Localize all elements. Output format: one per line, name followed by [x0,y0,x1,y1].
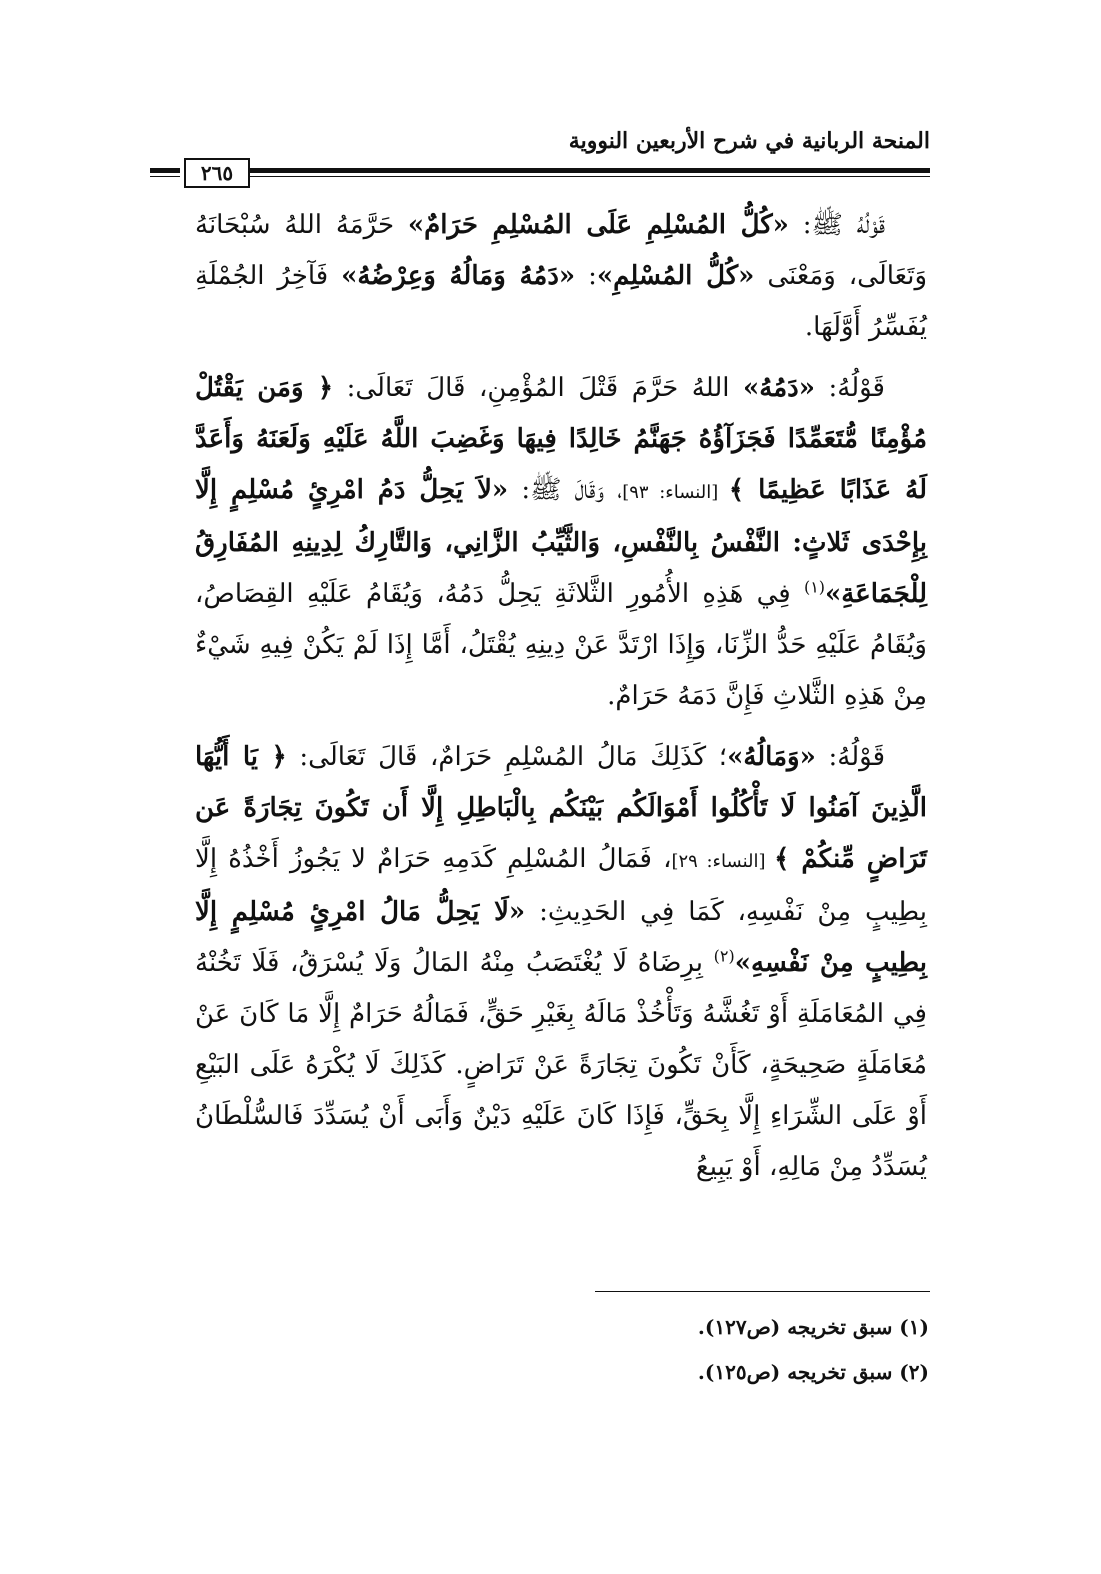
text-segment: ﴿ وَمَن يَقْتُلْ مُؤْمِنًا مُّتَعَمِّدًا فَجَزَآؤُهُ جَهَنَّمُ خَالِدًا فِيهَا وَغَضِبَ اللَّهُ عَلَيْهِ وَلَعَنَهُ وَأَعَدَّ لَهُ عَذَابًا عَظِيمًا ﴾ [195,373,928,505]
paragraph [195,732,927,1193]
text-segment: حَرَّمَهُ اللهُ سُبْحَانَهُ وَتَعَالَى، وَمَعْنَى [195,210,928,291]
page-header [150,128,930,184]
text-segment: قَوْلُهُ ﷺ: [788,210,885,240]
text-segment: «كُلُّ المُسْلِمِ» [596,261,755,291]
text-segment: «وَمَالُهُ» [727,742,816,772]
text-segment: [النساء: ٩٣] [622,482,729,503]
text-segment: ﴿ يَا أَيُّهَا الَّذِينَ آمَنُوا لَا تَأْكُلُوا أَمْوَالَكُم بَيْنَكُم بِالْبَاطِلِ إِلَّا أَن تَكُونَ تِجَارَةً عَن تَرَاضٍ مِّنكُمْ ﴾ [195,742,928,874]
text-segment: فِي هَذِهِ الأُمُورِ الثَّلاثَةِ يَحِلُّ دَمُهُ، وَيُقَامُ عَلَيْهِ القِصَاصُ، وَيُقَامُ عَلَيْهِ حَدُّ الزِّنَا، وَإِذَا ارْتَدَّ عَنْ دِينِهِ يُقْتَلُ، أَمَّا إِذَا لَمْ يَكُنْ فِيهِ شَيْءٌ مِنْ هَذِهِ الثَّلاثِ فَإِنَّ دَمَهُ حَرَامٌ. [195,579,927,711]
header-rule-thick [250,168,930,173]
running-title: المنحة الربانية في شرح الأربعين النووية [568,128,930,154]
text-segment: «لَا يَحِلُّ مَالُ امْرِئٍ مُسْلِمٍ إِلَّا بِطِيبٍ مِنْ نَفْسِهِ» [195,897,927,978]
text-segment: «دَمُهُ» [743,373,815,403]
header-rule-left-thin [150,176,180,177]
footnote-1: (١) سبق تخريجه (ص١٢٧). [697,1315,929,1339]
footnotes [529,1308,929,1398]
text-segment: بِرِضَاهُ لَا يُغْتَصَبُ مِنْهُ المَالُ وَلَا يُسْرَقُ، فَلَا تَخُنْهُ فِي المُعَامَلَةِ أَوْ تَغُشَّهُ وَتَأْخُذْ مَالَهُ بِغَيْرِ حَقٍّ، فَمَالُهُ حَرَامٌ إِلَّا مَا كَانَ عَنْ مُعَامَلَةٍ صَحِيحَةٍ، كَأَنْ تَكُونَ تِجَارَةً عَنْ تَرَاضٍ. كَذَلِكَ لَا يُكْرَهُ عَلَى البَيْعِ أَوْ عَلَى الشِّرَاءِ إِلَّا بِحَقٍّ، فَإِذَا كَانَ عَلَيْهِ دَيْنٌ وَأَبَى أَنْ يُسَدِّدَ فَالسُّلْطَانُ يُسَدِّدُ مِنْ مَالِهِ، أَوْ يَبِيعُ [195,948,927,1182]
text-segment: قَوْلُهُ: [814,373,885,403]
text-segment: (٢) [713,946,735,966]
page-number: ٢٦٥ [184,158,250,188]
header-rule-left-thick [150,168,180,173]
paragraph [195,363,927,722]
footnote-separator [595,1291,930,1292]
text-segment: فَآخِرُ الجُمْلَةِ يُفَسِّرُ أَوَّلَهَا. [195,261,927,342]
text-segment: ، وَقَالَ ﷺ: [508,475,623,505]
text-segment: اللهُ حَرَّمَ قَتْلَ المُؤْمِنِ، قَالَ تَعَالَى: [333,373,744,403]
text-segment: (١) [803,577,826,597]
text-segment: : [575,261,597,291]
footnote-2: (٢) سبق تخريجه (ص١٢٥). [697,1360,929,1384]
text-segment: «دَمُهُ وَمَالُهُ وَعِرْضُهُ» [341,261,576,291]
text-segment: ؛ كَذَلِكَ مَالُ المُسْلِمِ حَرَامٌ، قَالَ تَعَالَى: [286,742,728,772]
paragraph [195,200,927,353]
text-segment: قَوْلُهُ: [815,742,885,772]
text-segment: «كُلُّ المُسْلِمِ عَلَى المُسْلِمِ حَرَامٌ» [407,210,789,240]
main-text [195,200,927,1203]
text-segment: [النساء: ٢٩] [671,851,775,872]
header-rule-thin [250,176,930,177]
text-segment: «لاَ يَحِلُّ دَمُ امْرِئٍ مُسْلِمٍ إِلَّا بِإِحْدَى ثَلاثٍ: النَّفْسُ بِالنَّفْسِ، وَالثَّيِّبُ الزَّانِي، وَالتَّارِكُ لِدِينِهِ المُفَارِقُ لِلْجَمَاعَةِ» [195,475,927,609]
text-segment: ، فَمَالُ المُسْلِمِ كَدَمِهِ حَرَامٌ لا يَجُوزُ أَخْذُهُ إِلَّا بِطِيبٍ مِنْ نَفْسِهِ، كَمَا فِي الحَدِيثِ: [195,844,927,927]
